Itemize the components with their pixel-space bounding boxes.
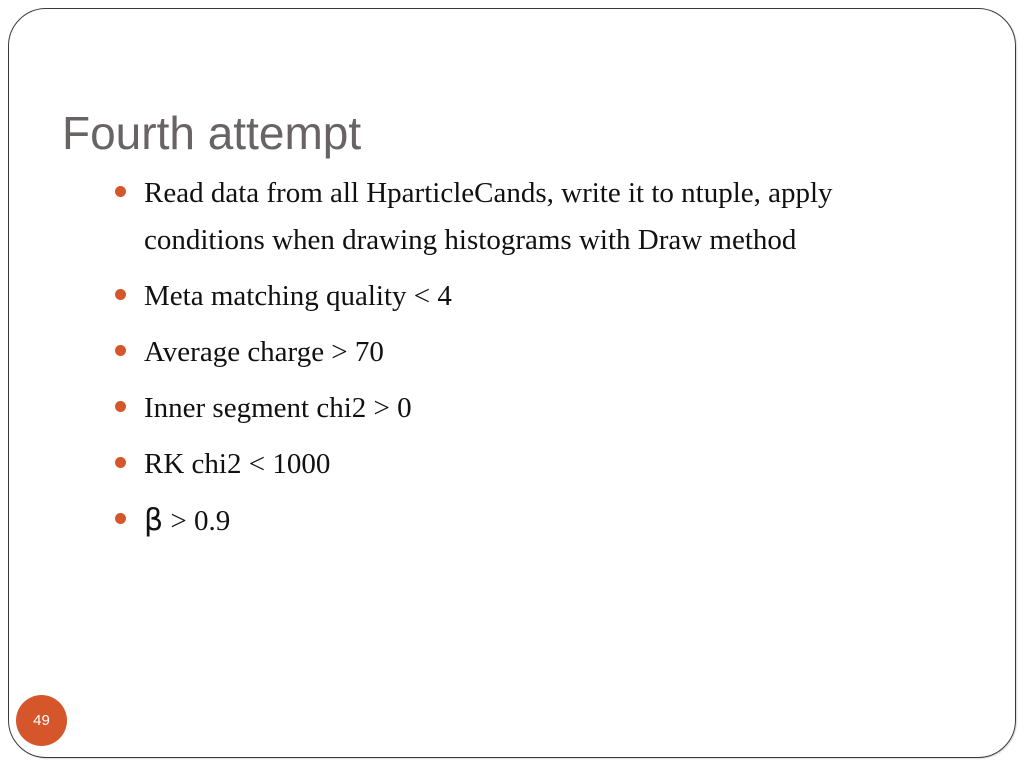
bullet-dot-icon bbox=[115, 186, 126, 197]
bullet-dot-icon bbox=[115, 289, 126, 300]
bullet-text: Meta matching quality < 4 bbox=[144, 280, 452, 312]
bullet-text: RK chi2 < 1000 bbox=[144, 448, 331, 480]
bullet-item bbox=[144, 329, 944, 376]
beta-condition: > 0.9 bbox=[163, 505, 231, 537]
bullet-item bbox=[144, 385, 944, 432]
bullet-item bbox=[144, 441, 944, 488]
bullet-text: Read data from all HparticleCands, write it to ntuple, apply conditions when drawing histograms with Draw method bbox=[144, 177, 833, 256]
bullet-dot-icon bbox=[115, 457, 126, 468]
bullet-dot-icon bbox=[115, 401, 126, 412]
bullet-text: Average charge > 70 bbox=[144, 336, 384, 368]
slide-title: Fourth attempt bbox=[62, 107, 362, 159]
bullet-item-beta bbox=[144, 497, 944, 545]
bullet-dot-icon bbox=[115, 513, 126, 524]
bullet-dot-icon bbox=[115, 345, 126, 356]
bullet-item bbox=[144, 170, 944, 264]
bullet-text: Inner segment chi2 > 0 bbox=[144, 392, 412, 424]
bullet-list bbox=[144, 170, 944, 554]
bullet-item bbox=[144, 273, 944, 320]
page-number-badge: 49 bbox=[16, 695, 67, 746]
beta-symbol: β bbox=[144, 503, 164, 538]
